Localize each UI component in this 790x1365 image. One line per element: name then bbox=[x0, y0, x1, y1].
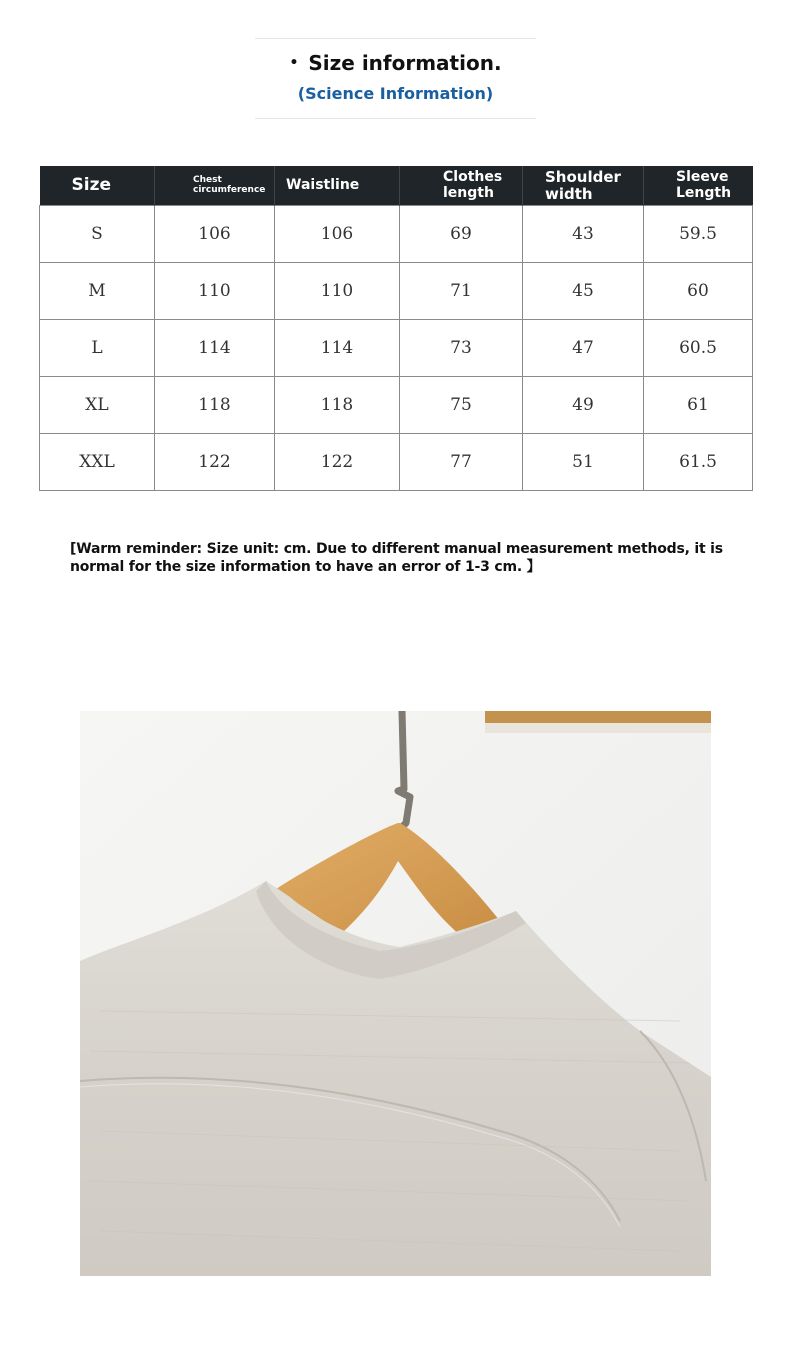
title-divider-bottom bbox=[255, 118, 536, 119]
cell-sleeve-length: 60.5 bbox=[644, 320, 753, 377]
shirt-on-hanger-illustration bbox=[80, 711, 711, 1276]
cell-size: S bbox=[40, 206, 155, 263]
cell-chest: 122 bbox=[155, 434, 275, 491]
page-subtitle: (Science Information) bbox=[297, 84, 494, 103]
cell-sleeve-length: 61.5 bbox=[644, 434, 753, 491]
table-row bbox=[40, 320, 753, 377]
cell-clothes-length: 73 bbox=[400, 320, 523, 377]
header-clothes-length: Clothes length bbox=[400, 166, 523, 206]
cell-clothes-length: 77 bbox=[400, 434, 523, 491]
header-chest: Chest circumference bbox=[155, 166, 275, 206]
cell-waistline: 118 bbox=[275, 377, 400, 434]
cell-sleeve-length: 61 bbox=[644, 377, 753, 434]
cell-shoulder-width: 47 bbox=[523, 320, 644, 377]
size-table bbox=[39, 166, 753, 491]
header-size: Size bbox=[40, 166, 155, 206]
title-divider-top bbox=[255, 38, 536, 39]
cell-chest: 106 bbox=[155, 206, 275, 263]
table-header-row bbox=[40, 166, 753, 206]
title-block bbox=[255, 38, 536, 118]
table-row bbox=[40, 434, 753, 491]
cell-sleeve-length: 59.5 bbox=[644, 206, 753, 263]
title-text: Size information. bbox=[308, 51, 502, 75]
cell-waistline: 114 bbox=[275, 320, 400, 377]
cell-clothes-length: 75 bbox=[400, 377, 523, 434]
cell-size: L bbox=[40, 320, 155, 377]
cell-sleeve-length: 60 bbox=[644, 263, 753, 320]
table-row bbox=[40, 263, 753, 320]
cell-waistline: 122 bbox=[275, 434, 400, 491]
cell-shoulder-width: 49 bbox=[523, 377, 644, 434]
cell-size: M bbox=[40, 263, 155, 320]
header-sleeve-length: Sleeve Length bbox=[644, 166, 753, 206]
cell-waistline: 110 bbox=[275, 263, 400, 320]
table-row bbox=[40, 377, 753, 434]
bullet: • bbox=[289, 55, 299, 71]
header-waistline: Waistline bbox=[275, 166, 400, 206]
product-photo bbox=[80, 711, 711, 1276]
cell-clothes-length: 69 bbox=[400, 206, 523, 263]
cell-clothes-length: 71 bbox=[400, 263, 523, 320]
page-title bbox=[255, 51, 536, 75]
cell-size: XXL bbox=[40, 434, 155, 491]
size-reminder-note: [Warm reminder: Size unit: cm. Due to different manual measurement methods, it is normal for the size information to have an error of 1-3 cm. 】 bbox=[70, 541, 723, 575]
cell-chest: 118 bbox=[155, 377, 275, 434]
cell-shoulder-width: 43 bbox=[523, 206, 644, 263]
cell-shoulder-width: 45 bbox=[523, 263, 644, 320]
cell-shoulder-width: 51 bbox=[523, 434, 644, 491]
cell-chest: 114 bbox=[155, 320, 275, 377]
cell-waistline: 106 bbox=[275, 206, 400, 263]
table-row bbox=[40, 206, 753, 263]
cell-chest: 110 bbox=[155, 263, 275, 320]
header-shoulder-width: Shoulder width bbox=[523, 166, 644, 206]
cell-size: XL bbox=[40, 377, 155, 434]
